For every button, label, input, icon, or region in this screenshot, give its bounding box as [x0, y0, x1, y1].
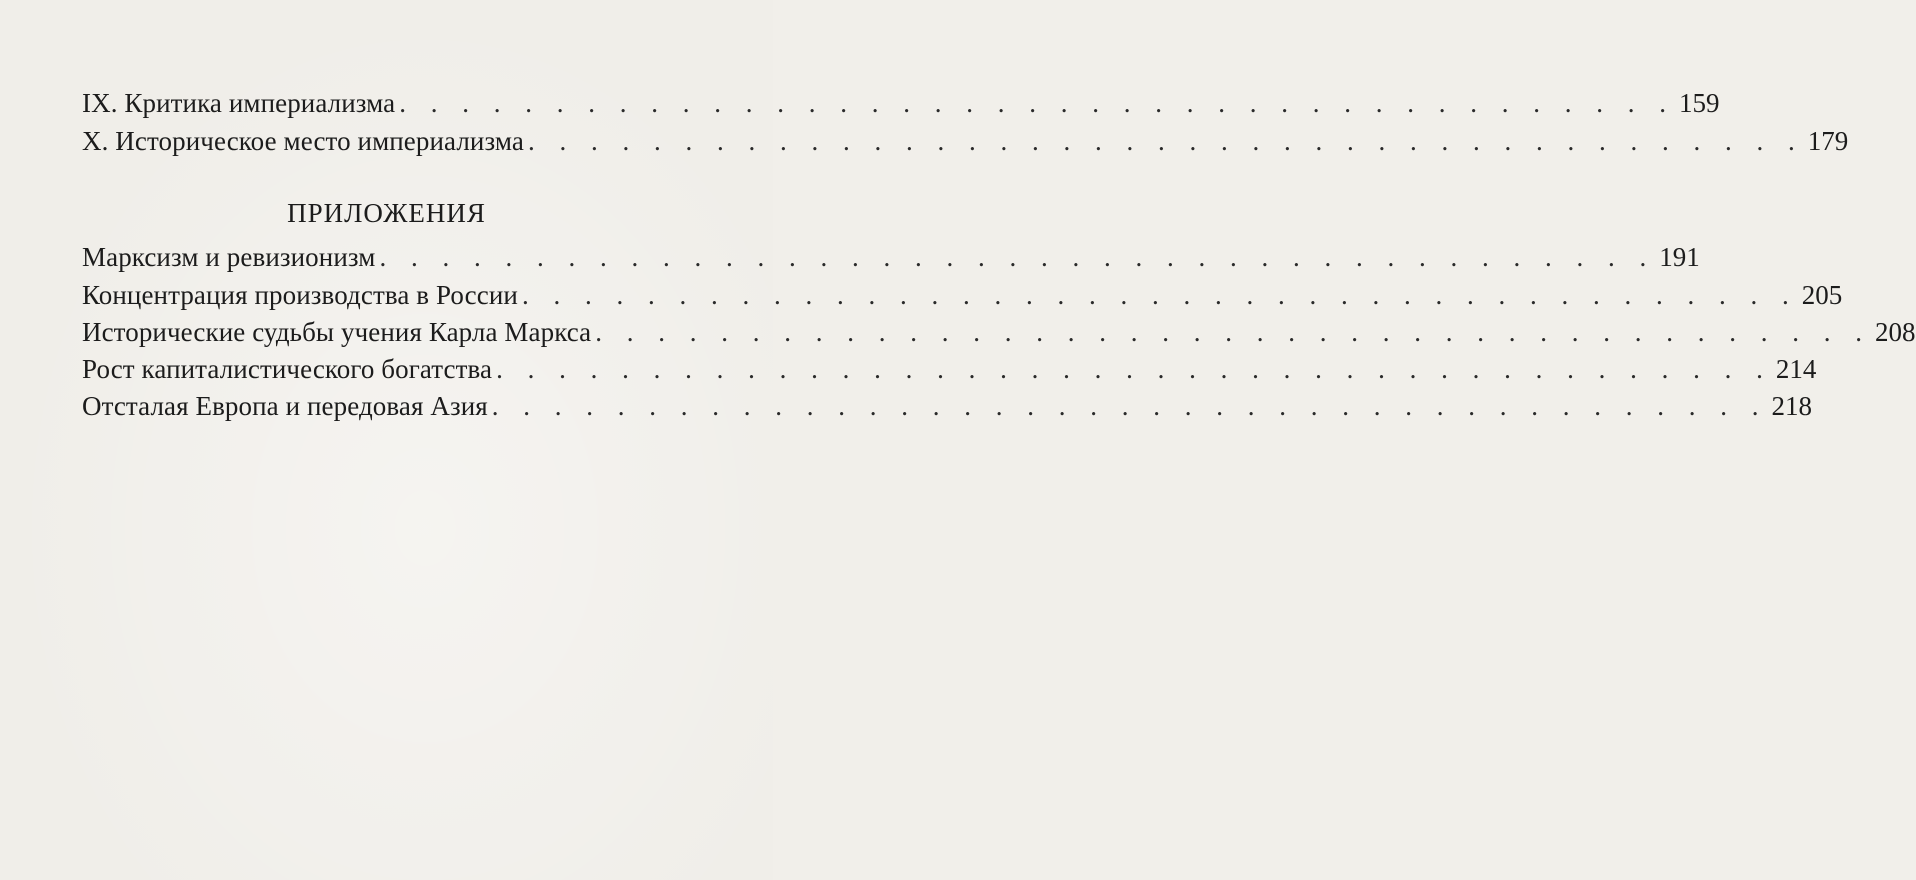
toc-entry	[82, 354, 1817, 390]
appendix-heading: ПРИЛОЖЕНИЯ	[287, 198, 486, 228]
toc-entry	[82, 317, 1916, 353]
toc-entry	[82, 391, 1813, 427]
dot-leader: . . . . . . . . . . . . . . . . . . . . . . . . . . . . . . . . . . . . . . . . .	[496, 354, 1772, 384]
dot-leader: . . . . . . . . . . . . . . . . . . . . . . . . . . . . . . . . . . . . . . . . .	[595, 317, 1872, 347]
toc-entry-page: 159	[1679, 88, 1720, 118]
toc-entry-page: 214	[1775, 354, 1817, 384]
toc-entry	[82, 242, 1700, 278]
dot-leader: . . . . . . . . . . . . . . . . . . . . . . . . . . . . . . . . . . . . . . . . .	[527, 126, 1804, 156]
dot-leader: . . . . . . . . . . . . . . . . . . . . . . . . . . . . . . . . . . . . . . . . .	[379, 242, 1656, 272]
toc-entry-page: 179	[1807, 126, 1849, 156]
toc-entry-title: IX. Критика империализма	[82, 88, 396, 118]
toc-entry-page: 208	[1875, 317, 1916, 347]
toc-entry-page: 205	[1801, 280, 1843, 310]
dot-leader: . . . . . . . . . . . . . . . . . . . . . . . . . . . . . . . . . . . . . . . . .	[399, 88, 1676, 118]
toc-entry-page: 218	[1771, 391, 1813, 421]
toc-entry	[82, 280, 1843, 316]
toc-entry-title: Концентрация производства в России	[82, 280, 518, 310]
toc-entry-title: X. Историческое место империализма	[82, 126, 524, 156]
dot-leader: . . . . . . . . . . . . . . . . . . . . . . . . . . . . . . . . . . . . . . . . .	[491, 391, 1768, 421]
toc-entry-title: Марксизм и ревизионизм	[82, 242, 376, 272]
dot-leader: . . . . . . . . . . . . . . . . . . . . . . . . . . . . . . . . . . . . . . . . .	[521, 280, 1798, 310]
toc-entry-title: Рост капиталистического богатства	[82, 354, 493, 384]
toc-entry-page: 191	[1659, 242, 1700, 272]
toc-entry-title: Исторические судьбы учения Карла Маркса	[82, 317, 592, 347]
toc-entry	[82, 126, 1849, 162]
toc-entry	[82, 88, 1720, 124]
toc-entry-title: Отсталая Европа и передовая Азия	[82, 391, 488, 421]
